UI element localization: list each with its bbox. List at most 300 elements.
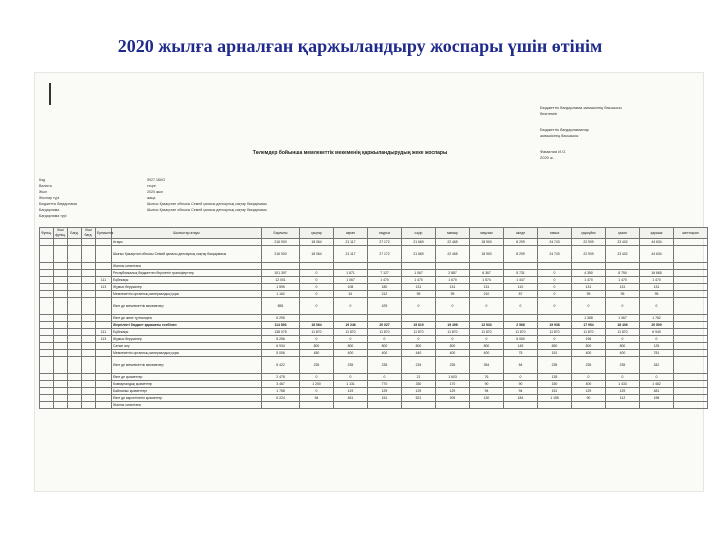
row-name-cell: Өзге де қызметтер	[112, 374, 262, 381]
table-cell: 1 368	[572, 315, 606, 322]
table-cell	[96, 381, 112, 388]
table-cell: 0	[640, 336, 674, 343]
table-cell	[674, 246, 708, 263]
table-cell: 95	[640, 291, 674, 298]
table-cell	[54, 402, 68, 409]
table-cell: 0	[436, 336, 470, 343]
table-row	[40, 246, 708, 263]
table-cell: 94	[470, 388, 504, 395]
table-cell: 0	[538, 336, 572, 343]
table-cell: 0	[402, 336, 436, 343]
table-cell: 22 909	[572, 246, 606, 263]
table-cell: 1 470	[368, 277, 402, 284]
table-cell: 5 256	[262, 336, 300, 343]
table-cell	[54, 239, 68, 246]
table-cell: 131	[606, 284, 640, 291]
meta-value: Шығыс Қазақстан облысы Семей қаласы денсаулық сақтау басқармасы	[147, 202, 268, 206]
approval-line: бекітемін	[540, 111, 557, 116]
table-cell: 1 603	[436, 374, 470, 381]
table-cell	[334, 263, 368, 270]
table-cell: 135	[538, 374, 572, 381]
table-cell: 855	[262, 298, 300, 315]
row-name-cell: Сатып алу	[112, 343, 262, 350]
table-cell	[538, 315, 572, 322]
table-cell: 111	[96, 277, 112, 284]
table-cell: 6 940	[640, 329, 674, 336]
table-cell	[82, 388, 96, 395]
table-row	[40, 270, 708, 277]
table-cell: 1 470	[640, 277, 674, 284]
table-cell	[300, 315, 334, 322]
table-cell: 75	[504, 350, 538, 357]
column-header: Барлығы	[262, 228, 300, 239]
table-cell: 198	[640, 395, 674, 402]
table-cell	[368, 263, 402, 270]
row-name-cell: Жалпы сипаттағы	[112, 402, 262, 409]
row-name-cell: Еңбекақы	[112, 277, 262, 284]
table-cell	[402, 402, 436, 409]
table-cell: 19 246	[334, 322, 368, 329]
table-cell: 1 433	[606, 381, 640, 388]
table-cell: 125	[640, 343, 674, 350]
table-cell: 1 367	[606, 315, 640, 322]
table-cell: 235	[606, 357, 640, 374]
table-cell: 27 172	[368, 239, 402, 246]
table-cell	[674, 388, 708, 395]
table-cell: 130	[470, 395, 504, 402]
table-cell: 1 470	[572, 277, 606, 284]
table-cell	[82, 298, 96, 315]
table-cell	[40, 395, 54, 402]
table-cell	[96, 246, 112, 263]
table-cell	[40, 239, 54, 246]
table-cell	[40, 343, 54, 350]
row-name-cell: Жұмыс берушілер	[112, 336, 262, 343]
row-name-cell: Жалпы сипаттағы	[112, 263, 262, 270]
table-cell: 21 669	[402, 246, 436, 263]
table-cell: 330	[402, 381, 436, 388]
table-cell: 0	[334, 374, 368, 381]
table-cell: 212	[368, 291, 402, 298]
table-cell: 1 574	[470, 277, 504, 284]
table-cell: 131	[402, 284, 436, 291]
table-row	[40, 284, 708, 291]
table-cell	[68, 263, 82, 270]
table-cell: 11 870	[470, 329, 504, 336]
table-cell	[40, 357, 54, 374]
table-cell	[504, 402, 538, 409]
table-cell	[40, 270, 54, 277]
table-cell: 5 060	[504, 336, 538, 343]
table-cell: 0	[334, 336, 368, 343]
table-cell: 1 162	[262, 291, 300, 298]
scanned-document	[34, 72, 704, 492]
table-cell: 2 568	[504, 322, 538, 329]
table-cell	[96, 350, 112, 357]
table-cell: 12 001	[262, 277, 300, 284]
table-cell	[40, 350, 54, 357]
table-cell	[572, 263, 606, 270]
table-cell: 440	[402, 350, 436, 357]
table-cell: 0	[368, 336, 402, 343]
table-cell	[262, 402, 300, 409]
table-cell: 119	[334, 388, 368, 395]
table-cell: 170	[436, 381, 470, 388]
table-cell: 235	[334, 357, 368, 374]
table-cell: 129	[436, 388, 470, 395]
table-cell: 151	[368, 395, 402, 402]
table-cell: 7 127	[368, 270, 402, 277]
table-cell	[96, 357, 112, 374]
table-cell: 95	[606, 291, 640, 298]
table-cell: 1 067	[334, 277, 368, 284]
meta-label: Бағдарлама	[39, 208, 60, 212]
table-cell: 1 200	[300, 381, 334, 388]
table-cell: 4 350	[572, 270, 606, 277]
table-cell	[674, 374, 708, 381]
table-cell	[402, 315, 436, 322]
table-cell: 18 064	[300, 322, 334, 329]
column-header: Кіші функц.	[55, 228, 66, 237]
row-name-cell: Байланыс қызметтері	[112, 388, 262, 395]
table-cell: 400	[606, 350, 640, 357]
table-cell	[82, 329, 96, 336]
table-cell: 129	[368, 388, 402, 395]
table-cell	[674, 239, 708, 246]
table-cell	[54, 270, 68, 277]
table-cell	[572, 402, 606, 409]
table-cell: 90	[572, 395, 606, 402]
table-cell: 95	[436, 291, 470, 298]
table-cell: 216 900	[262, 239, 300, 246]
table-cell: 1 470	[606, 277, 640, 284]
table-row	[40, 388, 708, 395]
table-cell	[68, 239, 82, 246]
table-cell	[436, 263, 470, 270]
table-cell	[54, 343, 68, 350]
table-cell: 0	[538, 298, 572, 315]
table-row	[40, 277, 708, 284]
table-cell	[54, 374, 68, 381]
table-cell	[402, 263, 436, 270]
table-cell: 11 870	[436, 329, 470, 336]
table-cell: 1 067	[402, 270, 436, 277]
table-cell	[54, 284, 68, 291]
table-cell: 145	[504, 343, 538, 350]
table-cell: 0	[470, 336, 504, 343]
table-cell	[40, 263, 54, 270]
table-cell	[606, 263, 640, 270]
table-cell: 650	[538, 343, 572, 350]
table-cell	[436, 402, 470, 409]
table-cell: 95	[572, 291, 606, 298]
table-cell: 19 619	[402, 322, 436, 329]
row-name-cell: Өзге де мемлекеттік мекемелер	[112, 357, 262, 374]
meta-value: 2020 жыл	[147, 190, 164, 194]
table-cell	[54, 263, 68, 270]
table-cell	[82, 395, 96, 402]
table-cell	[96, 343, 112, 350]
table-cell	[40, 284, 54, 291]
table-cell: 27 172	[368, 246, 402, 263]
meta-value: теңге	[147, 184, 156, 188]
table-cell	[68, 291, 82, 298]
column-header: Шығыстар атауы	[112, 228, 262, 239]
table-cell	[82, 263, 96, 270]
column-header: маусым	[470, 228, 504, 239]
table-cell: 21	[402, 374, 436, 381]
approval-line: Фамилия И.О.	[540, 149, 567, 154]
table-cell	[82, 322, 96, 329]
table-cell: 90	[470, 381, 504, 388]
table-cell: 400	[572, 350, 606, 357]
table-cell	[674, 343, 708, 350]
table-row	[40, 239, 708, 246]
table-cell	[68, 322, 82, 329]
table-row	[40, 395, 708, 402]
column-header: қазан	[606, 228, 640, 239]
table-cell: 0	[538, 284, 572, 291]
table-row	[40, 315, 708, 322]
table-cell: 11 870	[368, 329, 402, 336]
table-cell: 111	[96, 329, 112, 336]
table-cell: 21 117	[334, 246, 368, 263]
table-cell: 21 669	[402, 239, 436, 246]
row-name-cell: Шығыс Қазақстан облысы Семей қаласы денсаулық сақтау басқармасы	[112, 246, 262, 263]
table-cell	[96, 388, 112, 395]
meta-label: Код	[39, 178, 46, 182]
table-cell	[470, 402, 504, 409]
table-cell: 0	[300, 284, 334, 291]
table-cell	[96, 291, 112, 298]
table-cell	[82, 246, 96, 263]
table-cell: 1 782	[640, 315, 674, 322]
table-cell: 1 758	[262, 388, 300, 395]
table-cell: 11 870	[334, 329, 368, 336]
table-cell	[538, 402, 572, 409]
table-cell: 0	[300, 374, 334, 381]
financing-table	[39, 227, 708, 409]
table-cell: 5 006	[262, 350, 300, 357]
table-cell	[68, 381, 82, 388]
table-cell	[674, 329, 708, 336]
table-cell: 151	[538, 388, 572, 395]
table-cell: 400	[334, 350, 368, 357]
table-cell	[82, 381, 96, 388]
table-cell	[54, 322, 68, 329]
table-cell: 429	[368, 298, 402, 315]
table-cell	[674, 263, 708, 270]
table-cell	[40, 291, 54, 298]
table-cell	[674, 322, 708, 329]
table-row	[40, 322, 708, 329]
row-name-cell: Мемлекеттік органның материалдық қоры	[112, 291, 262, 298]
table-cell: 216 900	[262, 246, 300, 263]
approval-line: әкімшісінің басшысы	[540, 133, 579, 138]
table-cell	[54, 298, 68, 315]
table-cell: 131	[572, 284, 606, 291]
table-cell: 131	[436, 284, 470, 291]
meta-label: Жоспар түрі	[39, 196, 60, 200]
table-cell	[674, 277, 708, 284]
table-cell	[96, 402, 112, 409]
table-cell: 95	[402, 291, 436, 298]
table-cell: 22 909	[572, 239, 606, 246]
table-cell	[606, 402, 640, 409]
column-header: тамыз	[538, 228, 572, 239]
table-cell: 3 467	[262, 381, 300, 388]
table-cell	[368, 402, 402, 409]
table-cell	[96, 298, 112, 315]
table-cell: 11 870	[402, 329, 436, 336]
table-cell	[96, 395, 112, 402]
table-cell	[334, 315, 368, 322]
table-cell	[68, 388, 82, 395]
table-cell	[54, 291, 68, 298]
table-cell: 0	[300, 270, 334, 277]
column-header: ақпан	[334, 228, 368, 239]
table-cell	[300, 402, 334, 409]
table-cell: 20 027	[368, 322, 402, 329]
table-cell	[40, 322, 54, 329]
table-cell: 54	[504, 357, 538, 374]
table-cell: 184	[504, 395, 538, 402]
table-cell: 22 465	[436, 246, 470, 263]
table-cell: 800	[300, 343, 334, 350]
meta-label: Бағдарлама түрі	[39, 214, 67, 218]
table-cell: 24 743	[538, 246, 572, 263]
table-cell	[82, 336, 96, 343]
table-cell: 12 533	[470, 322, 504, 329]
table-cell	[54, 277, 68, 284]
table-cell: 209	[436, 395, 470, 402]
meta-label: Валюта	[39, 184, 52, 188]
table-cell: 11 870	[538, 329, 572, 336]
table-cell: 114 893	[262, 322, 300, 329]
table-cell	[40, 381, 54, 388]
table-cell: 5 422	[262, 357, 300, 374]
table-cell	[54, 329, 68, 336]
table-cell: 8 299	[504, 246, 538, 263]
table-cell: 19 938	[538, 322, 572, 329]
table-cell	[96, 263, 112, 270]
table-cell: 44 634	[640, 246, 674, 263]
table-cell	[54, 381, 68, 388]
table-cell	[82, 357, 96, 374]
table-cell: 0	[504, 374, 538, 381]
table-cell: 0	[640, 298, 674, 315]
table-cell: 1 470	[402, 277, 436, 284]
table-cell: 61	[334, 291, 368, 298]
table-cell: 150	[538, 381, 572, 388]
table-cell: 0	[504, 298, 538, 315]
table-cell: 101 397	[262, 270, 300, 277]
table-cell	[96, 322, 112, 329]
meta-row	[39, 213, 559, 219]
column-header: қыркүйек	[572, 228, 606, 239]
approval-line	[540, 117, 690, 127]
meta-label: Бюджеттік бағдарлама	[39, 202, 77, 206]
table-cell	[674, 357, 708, 374]
column-header: қаңтар	[300, 228, 334, 239]
table-cell: 0	[436, 298, 470, 315]
slide-title: 2020 жылға арналған қаржыландыру жоспары үшін өтінім	[117, 36, 603, 56]
table-cell	[68, 298, 82, 315]
table-cell: 108	[334, 284, 368, 291]
table-cell	[96, 270, 112, 277]
table-cell: 23 402	[606, 246, 640, 263]
table-cell	[640, 263, 674, 270]
table-cell	[68, 329, 82, 336]
table-cell: 770	[368, 381, 402, 388]
table-cell	[436, 315, 470, 322]
table-cell	[300, 263, 334, 270]
table-cell: 113	[96, 336, 112, 343]
column-header: сәуір	[402, 228, 436, 239]
table-cell	[674, 402, 708, 409]
table-cell: 0	[538, 277, 572, 284]
table-cell: 21 117	[334, 239, 368, 246]
table-cell	[82, 239, 96, 246]
table-cell	[674, 270, 708, 277]
table-cell: 5 731	[504, 270, 538, 277]
column-header: Функц.	[40, 228, 54, 239]
table-cell: 18 900	[470, 246, 504, 263]
table-cell: 354	[470, 357, 504, 374]
table-cell: 2 887	[436, 270, 470, 277]
table-cell: 110	[504, 284, 538, 291]
table-cell	[674, 315, 708, 322]
row-name-cell: Еңбекақы	[112, 329, 262, 336]
table-cell: 0	[300, 291, 334, 298]
table-cell: 22 465	[436, 239, 470, 246]
table-cell	[96, 315, 112, 322]
table-cell	[40, 402, 54, 409]
table-cell: 0	[538, 291, 572, 298]
table-cell	[504, 263, 538, 270]
table-header-row	[40, 228, 708, 239]
table-cell: 0	[572, 298, 606, 315]
table-row	[40, 381, 708, 388]
table-row	[40, 298, 708, 315]
table-cell: 18 900	[470, 239, 504, 246]
table-cell: 8 750	[606, 270, 640, 277]
table-cell: 0	[470, 298, 504, 315]
table-cell	[68, 284, 82, 291]
table-cell	[82, 270, 96, 277]
table-cell: 215	[402, 357, 436, 374]
table-cell	[68, 374, 82, 381]
document-meta	[39, 177, 559, 219]
page-mark	[49, 83, 51, 105]
table-cell	[68, 315, 82, 322]
table-cell: 400	[368, 350, 402, 357]
row-name-cell: Жергілікті бюджет қаражаты есебінен	[112, 322, 262, 329]
row-name-cell: Коммуналдық қызметтер	[112, 381, 262, 388]
row-name-cell: Атауы	[112, 239, 262, 246]
column-header: желтоқсан	[674, 228, 708, 239]
table-cell	[674, 395, 708, 402]
table-cell: 0	[300, 298, 334, 315]
table-cell: 521	[402, 395, 436, 402]
meta-value: жаңа	[147, 196, 156, 200]
table-cell	[40, 246, 54, 263]
table-cell	[82, 350, 96, 357]
table-cell	[68, 277, 82, 284]
column-header: мамыр	[436, 228, 470, 239]
table-cell: 0	[606, 298, 640, 315]
table-cell	[82, 343, 96, 350]
